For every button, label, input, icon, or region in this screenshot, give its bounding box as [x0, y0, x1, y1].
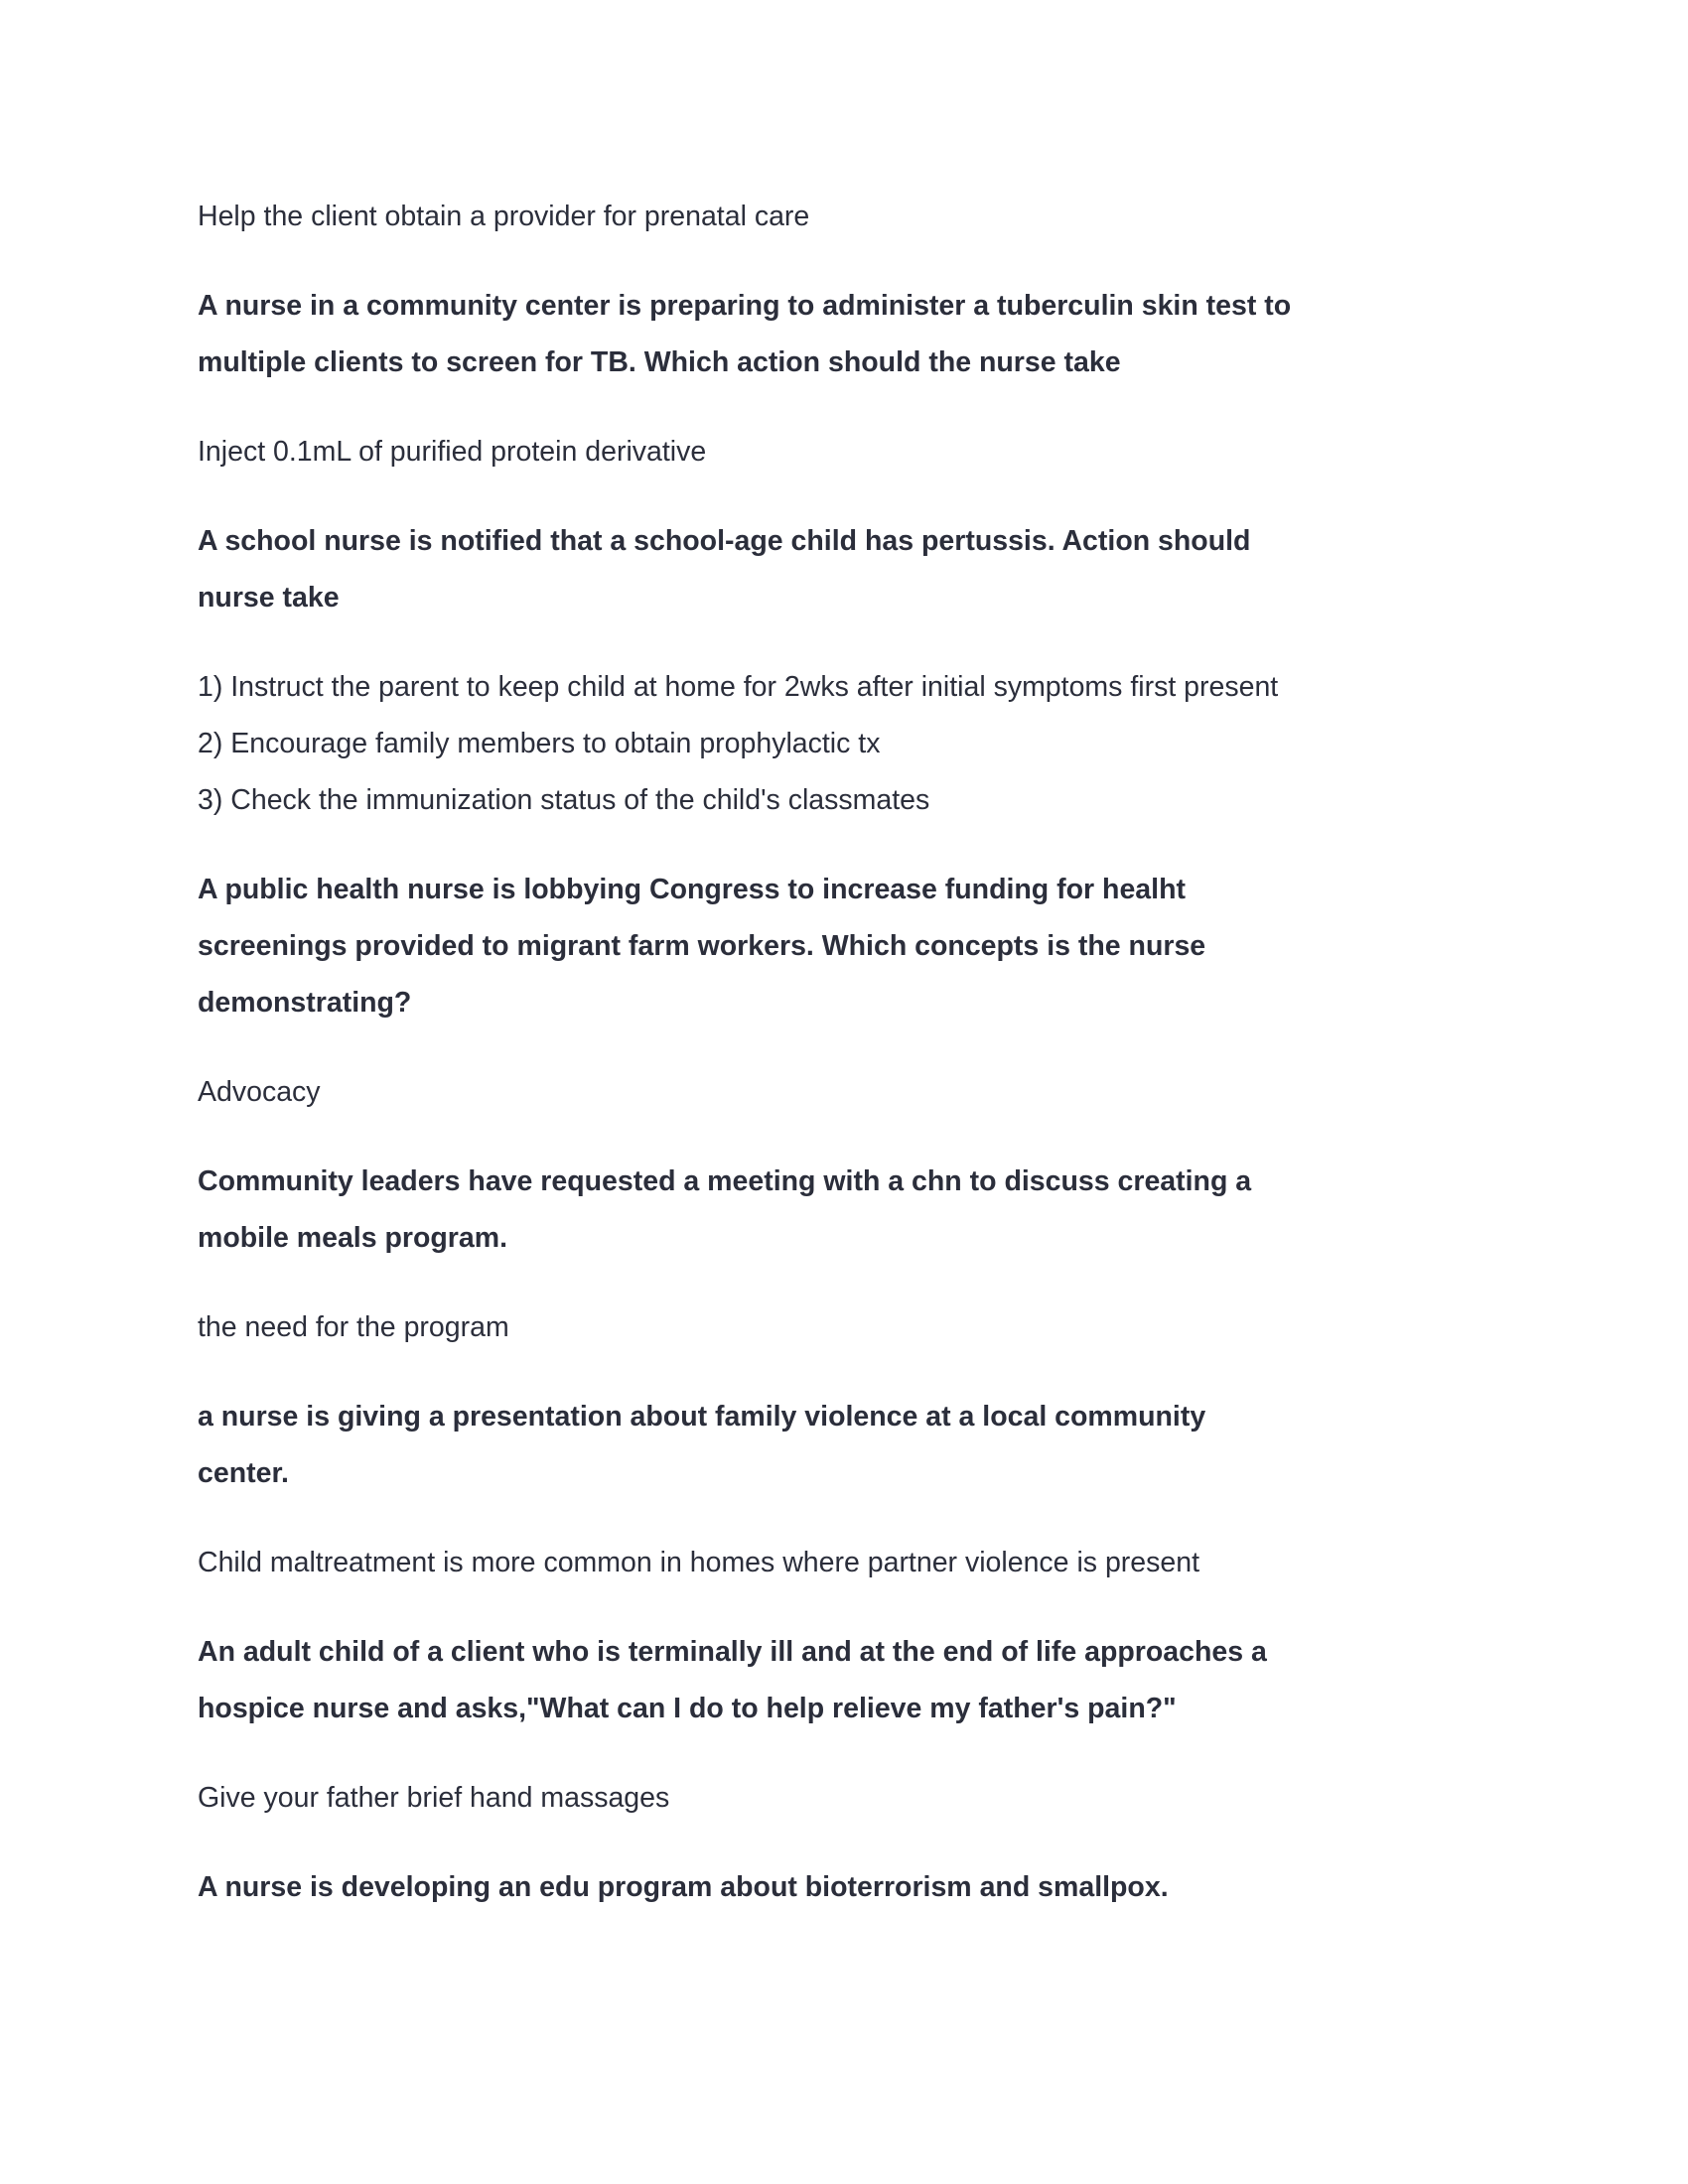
text-line: A school nurse is notified that a school-age child has pertussis. Action should [198, 525, 1251, 557]
text-line: Advocacy [198, 1076, 321, 1108]
question-paragraph [198, 1624, 1528, 1737]
text-line: mobile meals program. [198, 1222, 508, 1254]
text-line: 3) Check the immunization status of the child's classmates [198, 784, 930, 816]
text-line: the need for the program [198, 1311, 509, 1343]
answer-paragraph [198, 1299, 1528, 1356]
text-line: Community leaders have requested a meeting with a chn to discuss creating a [198, 1165, 1252, 1197]
text-line: screenings provided to migrant farm workers. Which concepts is the nurse [198, 930, 1206, 962]
answer-paragraph [198, 1770, 1528, 1827]
text-line: Inject 0.1mL of purified protein derivative [198, 436, 707, 468]
text-line: An adult child of a client who is terminally ill and at the end of life approaches a [198, 1636, 1267, 1668]
question-paragraph [198, 1389, 1528, 1502]
text-line: 2) Encourage family members to obtain prophylactic tx [198, 728, 881, 759]
text-line: Child maltreatment is more common in homes where partner violence is present [198, 1547, 1200, 1578]
text-line: 1) Instruct the parent to keep child at home for 2wks after initial symptoms first present [198, 671, 1279, 703]
answer-paragraph [198, 1064, 1528, 1121]
answer-paragraph [198, 659, 1528, 829]
text-line: demonstrating? [198, 987, 412, 1019]
text-line: hospice nurse and asks,"What can I do to help relieve my father's pain?" [198, 1693, 1177, 1724]
answer-paragraph [198, 189, 1528, 245]
question-paragraph [198, 1859, 1528, 1916]
text-line: Give your father brief hand massages [198, 1782, 670, 1814]
text-line: center. [198, 1457, 289, 1489]
question-paragraph [198, 278, 1528, 391]
text-line: A public health nurse is lobbying Congress to increase funding for healht [198, 874, 1186, 905]
text-line: A nurse in a community center is preparing to administer a tuberculin skin test to [198, 290, 1292, 322]
answer-paragraph [198, 424, 1528, 480]
answer-paragraph [198, 1535, 1528, 1591]
text-line: nurse take [198, 582, 340, 614]
question-paragraph [198, 1154, 1528, 1267]
question-paragraph [198, 862, 1528, 1031]
text-line: multiple clients to screen for TB. Which action should the nurse take [198, 346, 1121, 378]
document-body [198, 189, 1528, 1949]
text-line: A nurse is developing an edu program about bioterrorism and smallpox. [198, 1871, 1169, 1903]
text-line: Help the client obtain a provider for prenatal care [198, 201, 810, 232]
text-line: a nurse is giving a presentation about family violence at a local community [198, 1401, 1206, 1433]
question-paragraph [198, 513, 1528, 626]
